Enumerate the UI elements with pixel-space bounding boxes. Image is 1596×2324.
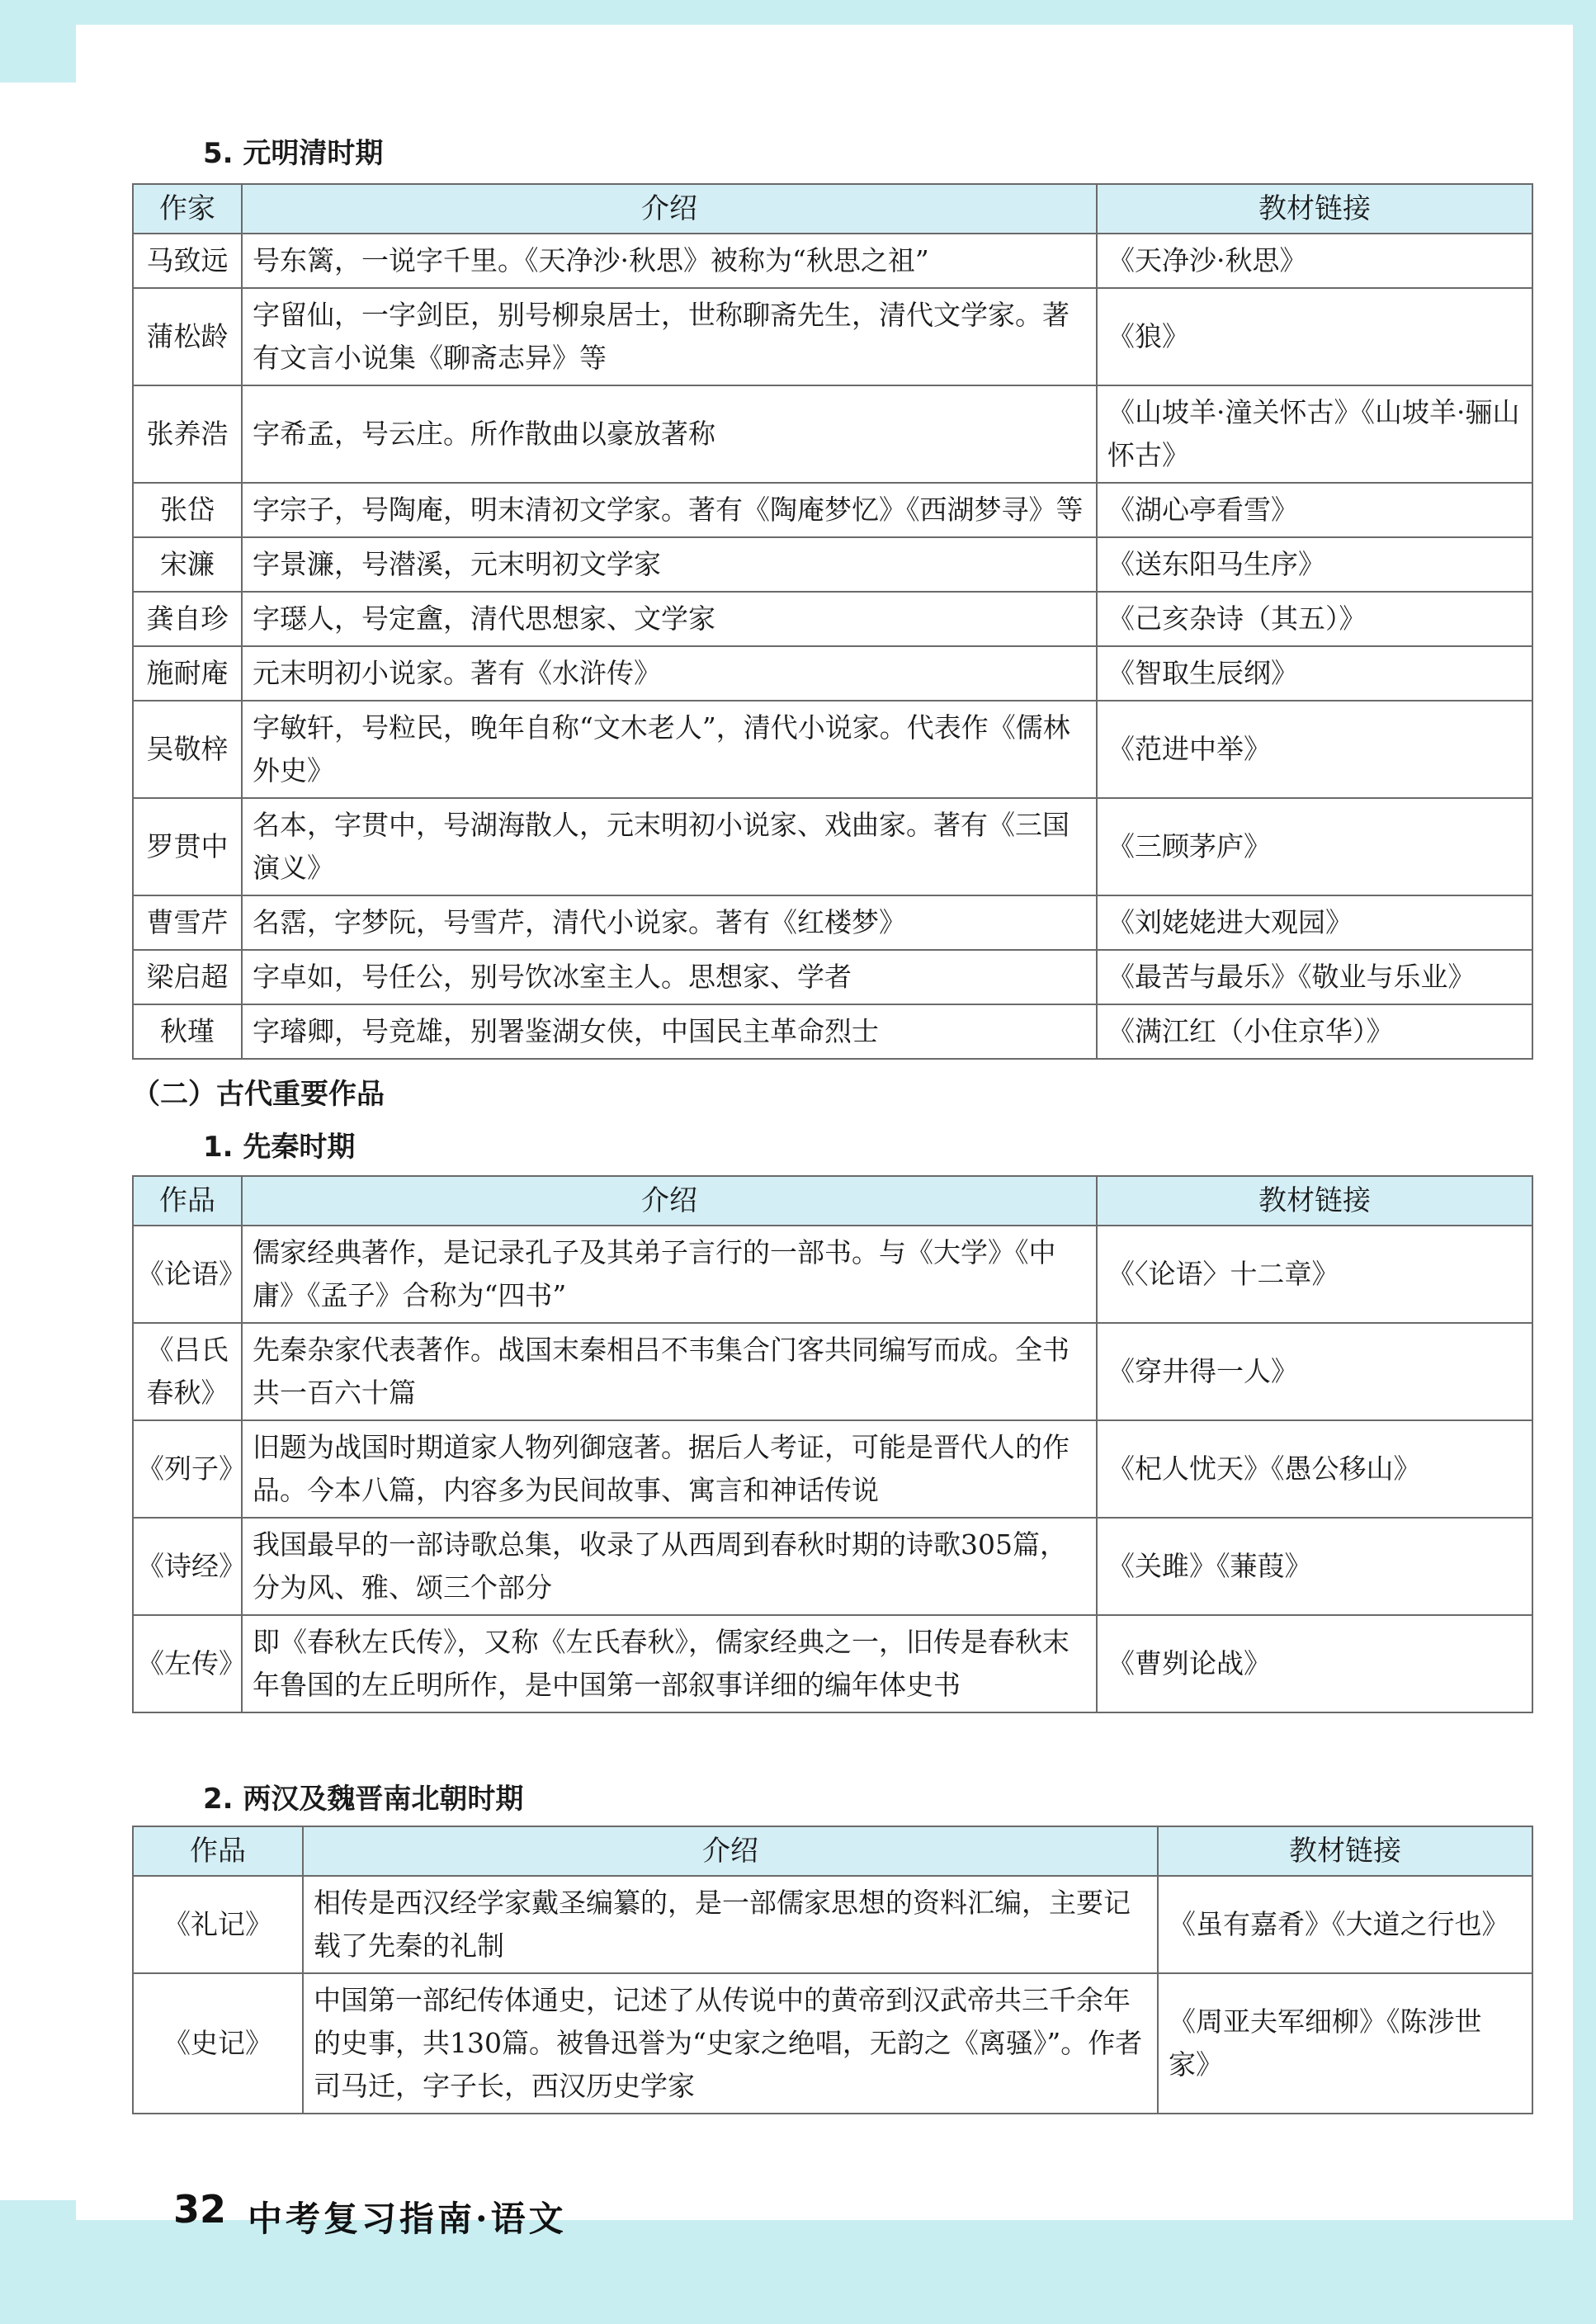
table-row	[133, 950, 1532, 1004]
table-row	[133, 1004, 1532, 1059]
textbook-link-cell: 《送东阳马生序》	[1097, 537, 1532, 592]
description-cell: 先秦杂家代表著作。战国末秦相吕不韦集合门客共同编写而成。全书共一百六十篇	[242, 1323, 1097, 1420]
entry-name-cell: 蒲松龄	[133, 288, 242, 385]
textbook-link-cell: 《湖心亭看雪》	[1097, 483, 1532, 537]
table-header-row	[133, 1826, 1532, 1876]
table-body	[133, 1876, 1532, 2114]
entry-name-cell: 《吕氏春秋》	[133, 1323, 242, 1420]
description-cell: 我国最早的一部诗歌总集，收录了从西周到春秋时期的诗歌305篇，分为风、雅、颂三个部分	[242, 1518, 1097, 1615]
description-cell: 即《春秋左氏传》，又称《左氏春秋》，儒家经典之一，旧传是春秋末年鲁国的左丘明所作，是中国第一部叙事详细的编年体史书	[242, 1615, 1097, 1712]
table-yuan-ming-qing	[132, 183, 1533, 1060]
section-title-han: 2. 两汉及魏晋南北朝时期	[203, 1783, 524, 1816]
table-row	[133, 288, 1532, 385]
textbook-link-cell: 《曹刿论战》	[1097, 1615, 1532, 1712]
entry-name-cell: 吴敬梓	[133, 701, 242, 798]
section-title-yuan-ming-qing: 5. 元明清时期	[203, 137, 384, 170]
column-header: 作品	[133, 1826, 303, 1876]
textbook-link-cell: 《刘姥姥进大观园》	[1097, 895, 1532, 950]
textbook-link-cell: 《范进中举》	[1097, 701, 1532, 798]
table-row	[133, 234, 1532, 288]
column-header: 教材链接	[1158, 1826, 1532, 1876]
table-row	[133, 1323, 1532, 1420]
column-header: 介绍	[242, 1176, 1097, 1226]
description-cell: 名霑，字梦阮，号雪芹，清代小说家。著有《红楼梦》	[242, 895, 1097, 950]
entry-name-cell: 罗贯中	[133, 798, 242, 895]
page-number: 32	[173, 2187, 227, 2232]
table-body	[133, 1226, 1532, 1712]
table-han-wei-jin	[132, 1826, 1533, 2114]
description-cell: 号东篱，一说字千里。《天净沙·秋思》被称为“秋思之祖”	[242, 234, 1097, 288]
column-header: 教材链接	[1097, 184, 1532, 234]
table-row	[133, 646, 1532, 701]
description-cell: 字卓如，号任公，别号饮冰室主人。思想家、学者	[242, 950, 1097, 1004]
table-row	[133, 895, 1532, 950]
table-row	[133, 1420, 1532, 1518]
description-cell: 字璱人，号定盦，清代思想家、文学家	[242, 592, 1097, 646]
textbook-link-cell: 《穿井得一人》	[1097, 1323, 1532, 1420]
entry-name-cell: 《礼记》	[133, 1876, 303, 1973]
textbook-link-cell: 《关雎》《蒹葭》	[1097, 1518, 1532, 1615]
table-row	[133, 483, 1532, 537]
description-cell: 字宗子，号陶庵，明末清初文学家。著有《陶庵梦忆》《西湖梦寻》等	[242, 483, 1097, 537]
table-row	[133, 1615, 1532, 1712]
column-header: 作品	[133, 1176, 242, 1226]
table-header-row	[133, 184, 1532, 234]
description-cell: 字璿卿，号竞雄，别署鉴湖女侠，中国民主革命烈士	[242, 1004, 1097, 1059]
entry-name-cell: 梁启超	[133, 950, 242, 1004]
section-title-xianqin: 1. 先秦时期	[203, 1131, 356, 1164]
column-header: 教材链接	[1097, 1176, 1532, 1226]
entry-name-cell: 《左传》	[133, 1615, 242, 1712]
textbook-link-cell: 《满江红（小住京华）》	[1097, 1004, 1532, 1059]
textbook-link-cell: 《狼》	[1097, 288, 1532, 385]
part-two-title: （二）古代重要作品	[132, 1078, 385, 1111]
entry-name-cell: 秋瑾	[133, 1004, 242, 1059]
description-cell: 相传是西汉经学家戴圣编纂的，是一部儒家思想的资料汇编，主要记载了先秦的礼制	[303, 1876, 1158, 1973]
entry-name-cell: 施耐庵	[133, 646, 242, 701]
entry-name-cell: 宋濂	[133, 537, 242, 592]
textbook-link-cell: 《虽有嘉肴》《大道之行也》	[1158, 1876, 1532, 1973]
column-header: 作家	[133, 184, 242, 234]
textbook-link-cell: 《最苦与最乐》《敬业与乐业》	[1097, 950, 1532, 1004]
entry-name-cell: 《论语》	[133, 1226, 242, 1323]
description-cell: 元末明初小说家。著有《水浒传》	[242, 646, 1097, 701]
table-row	[133, 592, 1532, 646]
entry-name-cell: 张养浩	[133, 385, 242, 483]
table-row	[133, 537, 1532, 592]
column-header: 介绍	[303, 1826, 1158, 1876]
textbook-link-cell: 《智取生辰纲》	[1097, 646, 1532, 701]
entry-name-cell: 龚自珍	[133, 592, 242, 646]
description-cell: 中国第一部纪传体通史，记述了从传说中的黄帝到汉武帝共三千余年的史事，共130篇。被鲁迅誉为“史家之绝唱，无韵之《离骚》”。作者司马迁，字子长，西汉历史学家	[303, 1973, 1158, 2114]
textbook-link-cell: 《天净沙·秋思》	[1097, 234, 1532, 288]
table-xianqin	[132, 1175, 1533, 1713]
table-row	[133, 701, 1532, 798]
book-title: 中考复习指南·语文	[248, 2199, 567, 2239]
description-cell: 旧题为战国时期道家人物列御寇著。据后人考证，可能是晋代人的作品。今本八篇，内容多为民间故事、寓言和神话传说	[242, 1420, 1097, 1518]
textbook-link-cell: 《杞人忧天》《愚公移山》	[1097, 1420, 1532, 1518]
table-row	[133, 385, 1532, 483]
textbook-link-cell: 《山坡羊·潼关怀古》《山坡羊·骊山怀古》	[1097, 385, 1532, 483]
entry-name-cell: 张岱	[133, 483, 242, 537]
textbook-link-cell: 《三顾茅庐》	[1097, 798, 1532, 895]
entry-name-cell: 曹雪芹	[133, 895, 242, 950]
textbook-link-cell: 《周亚夫军细柳》《陈涉世家》	[1158, 1973, 1532, 2114]
description-cell: 字敏轩，号粒民，晚年自称“文木老人”，清代小说家。代表作《儒林外史》	[242, 701, 1097, 798]
table-header-row	[133, 1176, 1532, 1226]
table-row	[133, 1973, 1532, 2114]
description-cell: 字景濂，号潜溪，元末明初文学家	[242, 537, 1097, 592]
table-body	[133, 234, 1532, 1059]
entry-name-cell: 《史记》	[133, 1973, 303, 2114]
description-cell: 儒家经典著作，是记录孔子及其弟子言行的一部书。与《大学》《中庸》《孟子》合称为“四书”	[242, 1226, 1097, 1323]
entry-name-cell: 《诗经》	[133, 1518, 242, 1615]
table-row	[133, 1226, 1532, 1323]
column-header: 介绍	[242, 184, 1097, 234]
entry-name-cell: 马致远	[133, 234, 242, 288]
table-row	[133, 1876, 1532, 1973]
table-row	[133, 798, 1532, 895]
table-row	[133, 1518, 1532, 1615]
entry-name-cell: 《列子》	[133, 1420, 242, 1518]
textbook-link-cell: 《己亥杂诗（其五）》	[1097, 592, 1532, 646]
description-cell: 名本，字贯中，号湖海散人，元末明初小说家、戏曲家。著有《三国演义》	[242, 798, 1097, 895]
textbook-link-cell: 《〈论语〉十二章》	[1097, 1226, 1532, 1323]
right-color-band	[1573, 0, 1596, 2324]
description-cell: 字希孟，号云庄。所作散曲以豪放著称	[242, 385, 1097, 483]
description-cell: 字留仙，一字剑臣，别号柳泉居士，世称聊斋先生，清代文学家。著有文言小说集《聊斋志异》等	[242, 288, 1097, 385]
